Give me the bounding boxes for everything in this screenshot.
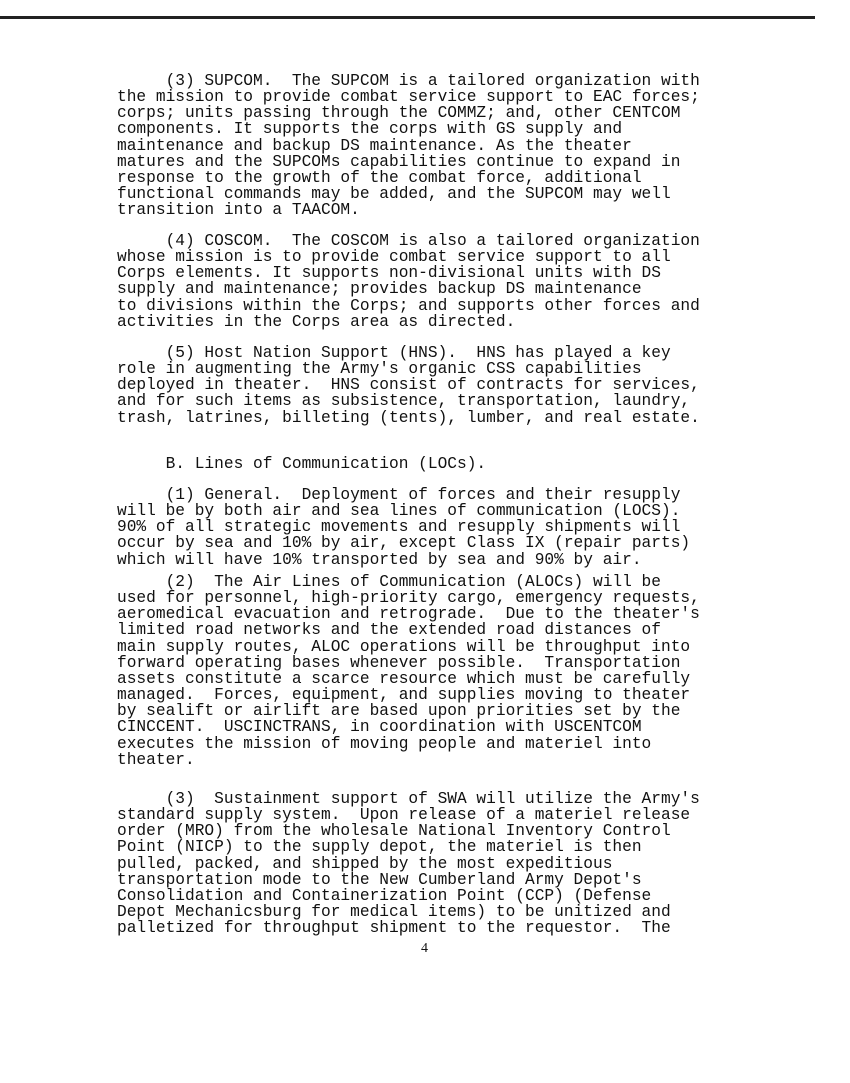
text-line: transportation mode to the New Cumberland Army Depot's <box>117 870 642 889</box>
text-line: occur by sea and 10% by air, except Class IX (repair parts) <box>117 534 691 553</box>
text-line: supply and maintenance; provides backup DS maintenance <box>117 280 642 299</box>
text-line: (3) Sustainment support of SWA will utilize the Army's <box>117 790 700 808</box>
text-line: (2) The Air Lines of Communication (ALOCs) will be <box>117 573 661 591</box>
text-line: B. Lines of Communication (LOCs). <box>117 455 487 473</box>
text-line: (1) General. Deployment of forces and their resupply <box>117 486 681 504</box>
paragraph-coscom <box>117 233 700 330</box>
text-line: (3) SUPCOM. The SUPCOM is a tailored organization with <box>117 72 700 90</box>
paragraph-supcom <box>117 73 700 218</box>
text-line: 90% of all strategic movements and resupply shipments will <box>117 518 681 537</box>
text-line: to divisions within the Corps; and supports other forces and <box>117 296 700 315</box>
text-line: response to the growth of the combat force, additional <box>117 168 642 187</box>
text-line: used for personnel, high-priority cargo, emergency requests, <box>117 589 700 608</box>
text-line: which will have 10% transported by sea and 90% by air. <box>117 550 642 569</box>
text-line: transition into a TAACOM. <box>117 201 360 220</box>
text-line: standard supply system. Upon release of a materiel release <box>117 806 691 825</box>
page-number: 4 <box>421 941 428 956</box>
text-line: aeromedical evacuation and retrograde. Due to the theater's <box>117 605 700 624</box>
text-line: Corps elements. It supports non-divisional units with DS <box>117 264 661 283</box>
text-line: trash, latrines, billeting (tents), lumber, and real estate. <box>117 408 700 427</box>
text-line: main supply routes, ALOC operations will be throughput into <box>117 637 691 656</box>
text-line: forward operating bases whenever possible. Transportation <box>117 653 681 672</box>
text-line: will be by both air and sea lines of communication (LOCS). <box>117 502 681 521</box>
text-line: corps; units passing through the COMMZ; and, other CENTCOM <box>117 104 681 123</box>
text-line: limited road networks and the extended road distances of <box>117 621 661 640</box>
text-line: by sealift or airlift are based upon priorities set by the <box>117 702 681 721</box>
text-line: managed. Forces, equipment, and supplies moving to theater <box>117 686 691 705</box>
text-line: maintenance and backup DS maintenance. As the theater <box>117 136 632 155</box>
text-line: deployed in theater. HNS consist of contracts for services, <box>117 376 700 395</box>
text-line: Point (NICP) to the supply depot, the materiel is then <box>117 838 642 857</box>
text-line: and for such items as subsistence, transportation, laundry, <box>117 392 691 411</box>
text-line: the mission to provide combat service support to EAC forces; <box>117 88 700 107</box>
paragraph-sustainment <box>117 791 700 936</box>
text-line: (5) Host Nation Support (HNS). HNS has played a key <box>117 344 671 362</box>
text-line: role in augmenting the Army's organic CSS capabilities <box>117 360 642 379</box>
paragraph-locs-heading <box>117 456 486 472</box>
text-line: CINCCENT. USCINCTRANS, in coordination with USCENTCOM <box>117 718 642 737</box>
text-line: Consolidation and Containerization Point (CCP) (Defense <box>117 886 652 905</box>
paragraph-general <box>117 487 690 568</box>
text-line: pulled, packed, and shipped by the most expeditious <box>117 854 613 873</box>
paragraph-hns <box>117 345 700 426</box>
text-line: Depot Mechanicsburg for medical items) to be unitized and <box>117 903 671 922</box>
text-line: activities in the Corps area as directed. <box>117 312 516 331</box>
text-line: components. It supports the corps with GS supply and <box>117 120 623 139</box>
text-line: order (MRO) from the wholesale National Inventory Control <box>117 822 671 841</box>
text-line: assets constitute a scarce resource which must be carefully <box>117 669 691 688</box>
text-line: theater. <box>117 750 195 769</box>
text-line: functional commands may be added, and the SUPCOM may well <box>117 185 671 204</box>
top-rule <box>0 16 815 19</box>
text-line: matures and the SUPCOMs capabilities continue to expand in <box>117 152 681 171</box>
text-line: palletized for throughput shipment to the requestor. The <box>117 919 671 938</box>
text-line: (4) COSCOM. The COSCOM is also a tailored organization <box>117 232 700 250</box>
text-line: whose mission is to provide combat service support to all <box>117 248 671 267</box>
paragraph-alocs <box>117 574 700 768</box>
text-line: executes the mission of moving people and materiel into <box>117 734 652 753</box>
